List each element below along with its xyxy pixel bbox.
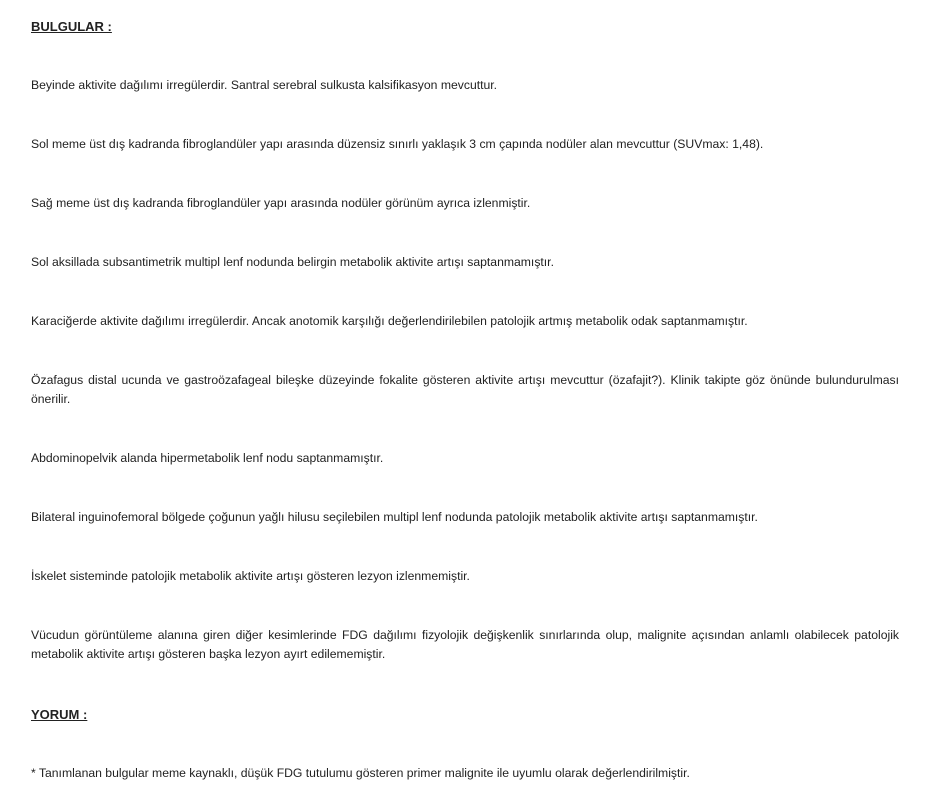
comment-paragraph: * Tanımlanan bulgular meme kaynaklı, düşük FDG tutulumu gösteren primer malignite ile uyumlu olarak değerlendirilmiştir. bbox=[31, 766, 690, 780]
finding-paragraph: Özafagus distal ucunda ve gastroözafageal bileşke düzeyinde fokalite gösteren aktivite artışı mevcuttur (özafajit?). Klinik takipte göz önünde bulundurulması önerilir. bbox=[31, 373, 899, 406]
finding-paragraph: Sol meme üst dış kadranda fibroglandüler yapı arasında düzensiz sınırlı yaklaşık 3 cm çapında nodüler alan mevcuttur (SUVmax: 1,48). bbox=[31, 137, 764, 151]
finding-paragraph: Abdominopelvik alanda hipermetabolik lenf nodu saptanmamıştır. bbox=[31, 451, 384, 465]
finding-paragraph: Sağ meme üst dış kadranda fibroglandüler yapı arasında nodüler görünüm ayrıca izlenmiştir. bbox=[31, 196, 531, 210]
findings-heading: BULGULAR : bbox=[31, 19, 112, 34]
finding-paragraph: Sol aksillada subsantimetrik multipl lenf nodunda belirgin metabolik aktivite artışı saptanmamıştır. bbox=[31, 255, 554, 269]
finding-paragraph: İskelet sisteminde patolojik metabolik aktivite artışı gösteren lezyon izlenmemiştir. bbox=[31, 569, 470, 583]
finding-paragraph: Karaciğerde aktivite dağılımı irregülerdir. Ancak anotomik karşılığı değerlendirilebilen patolojik artmış metabolik odak saptanmamıştır. bbox=[31, 314, 748, 328]
comment-heading: YORUM : bbox=[31, 707, 88, 722]
finding-paragraph: Beyinde aktivite dağılımı irregülerdir. Santral serebral sulkusta kalsifikasyon mevcuttur. bbox=[31, 78, 498, 92]
finding-paragraph: Vücudun görüntüleme alanına giren diğer kesimlerinde FDG dağılımı fizyolojik değişkenlik sınırlarında olup, malignite açısından anlamlı olabilecek patolojik metabolik aktivite artışı gösteren başka lezyon ayırt edilememiştir. bbox=[31, 628, 899, 661]
finding-paragraph: Bilateral inguinofemoral bölgede çoğunun yağlı hilusu seçilebilen multipl lenf nodunda patolojik metabolik aktivite artışı saptanmamıştır. bbox=[31, 510, 758, 524]
